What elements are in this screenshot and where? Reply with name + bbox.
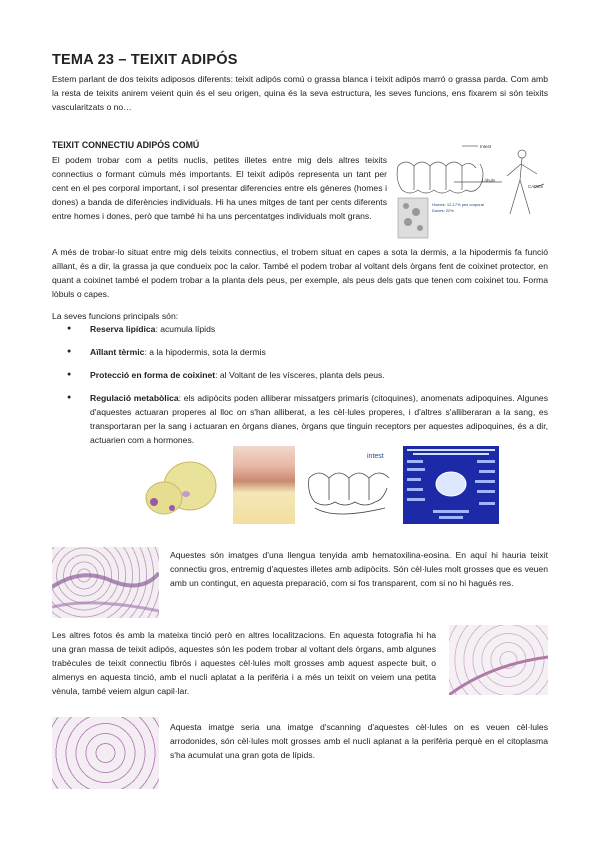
functions-list <box>52 322 548 447</box>
intestine-lobules-sketch <box>305 448 395 522</box>
caption-tongue: Aquestes són imatges d'una llengua tenyida amb hematoxilina-eosina. En aquí hi hauria teixit connectiu gros, entremig d'aquestes illetes amb adipòcits. Són cèl·lules molt grosses que es veuen amb un contingut, en aquesta preparació, com si fos transparent, com si no hi hagués res. <box>170 550 548 588</box>
page-title: TEMA 23 – TEIXIT ADIPÓS <box>52 52 238 68</box>
adipose-location-figure <box>394 140 548 240</box>
adipose-location-drawing <box>394 140 548 240</box>
adipocyte-illustration <box>140 458 222 520</box>
function-term: Protecció en forma de coixinet <box>90 370 216 380</box>
function-term: Aïllant tèrmic <box>90 347 145 357</box>
functions-intro: La seves funcions principals són: <box>52 311 179 321</box>
function-term: Reserva lipídica <box>90 324 156 334</box>
label-intest-row: intest <box>367 453 384 460</box>
function-text: : al Voltant de les vísceres, planta dels peus. <box>215 370 385 380</box>
label-men-percent: Homes: 12-17% pes corporal <box>432 202 484 207</box>
function-item <box>52 368 548 382</box>
function-text: : a la hipodermis, sota la dermis <box>144 347 266 357</box>
section-paragraph-2: A més de trobar-lo situat entre mig dels teixits connectius, el trobem situat en capes a sota la dermis, a la hipodermis fa funció aïllant, és a dir, la grassa ja que condueix poc la calor. També el podem trobar al voltant dels òrgans fent de coixinet protector, en quant a coixinet també el podem trobar a la planta dels peus, per exemple, als peus dels gats que tenen com coixinet tou. Forma lòbuls o capes. <box>52 247 548 299</box>
label-women-percent: Dones: 22% <box>432 208 454 213</box>
scanning-adipocytes-image <box>52 717 159 789</box>
function-item <box>52 322 548 336</box>
tongue-histology-image <box>52 547 159 618</box>
skin-layers-illustration <box>233 446 295 524</box>
adipose-mass-histology-image <box>449 625 548 695</box>
function-item <box>52 391 548 447</box>
intro-paragraph: Estem parlant de dos teixits adiposos diferents: teixit adipós comú o grassa blanca i teixit adipós marró o grassa parda. Com amb la resta de teixits anirem veient quin és el seu origen, quina és la seva estructura, les seves funcions, ens fixarem si són teixits vascularitzats o no… <box>52 74 548 112</box>
function-text: : els adipòcits poden alliberar missatgers primaris (citoquines), anomenats adipoquines. Algunes d'aquestes actuaran properes al lloc on s'han alliberat, a les cèl·lules properes, i d'altres s'alliberaran a la sang, es transportaran per la sang i actuaran en òrgans dianes, òrgans que tinguin receptors per aquestes adipoquines, és a dir, actuarien com a hormones. <box>90 393 548 445</box>
adipokines-slide <box>403 446 499 524</box>
label-capes: CAPES <box>528 184 544 189</box>
section-heading: TEIXIT CONNECTIU ADIPÓS COMÚ <box>52 140 200 150</box>
caption-scanning: Aquesta imatge seria una imatge d'scanning d'aquestes cèl·lules on es veuen cèl·lules arrodonides, són cèl·lules molt grosses amb el nucli aplanat a la perifèria perquè en el citoplasma s'ha acumulat una gran gota de lípids. <box>170 722 548 760</box>
function-term: Regulació metabòlica <box>90 393 179 403</box>
function-item <box>52 345 548 359</box>
function-text: : acumula lípids <box>155 324 216 334</box>
section-paragraph-1: El podem trobar com a petits nuclis, petites illetes entre mig dels altres teixits connectius o formant cúmuls més importants. El teixit adipós representa un tant per cent en el pes corporal important, i sol presentar diferencies entre els gèneres (homes i dones) a banda de diferències individuals. Hi ha unes mitges de tant per cents diferents entre homes i dones, però que també hi ha uns percentatges individuals molt grans. <box>52 155 387 221</box>
label-lobuls: Lòbuls <box>482 178 496 183</box>
caption-adipose-mass: Les altres fotos és amb la mateixa tinció però en altres localitzacions. En aquesta fotografia hi ha una gran massa de teixit adipós, aquestes són les podem trobar al voltant dels òrgans, amb algunes trabècules de teixit connectiu fibrós i aquestes cèl·lules molt grosses amb aquest aspecte buit, o almenys en aquesta tinció, amb el nucli aplatat a la perifèria i a més un teixit on veiem una petita vènula, també veiem algun capil·lar. <box>52 630 436 696</box>
label-intest: Intest <box>480 144 492 149</box>
